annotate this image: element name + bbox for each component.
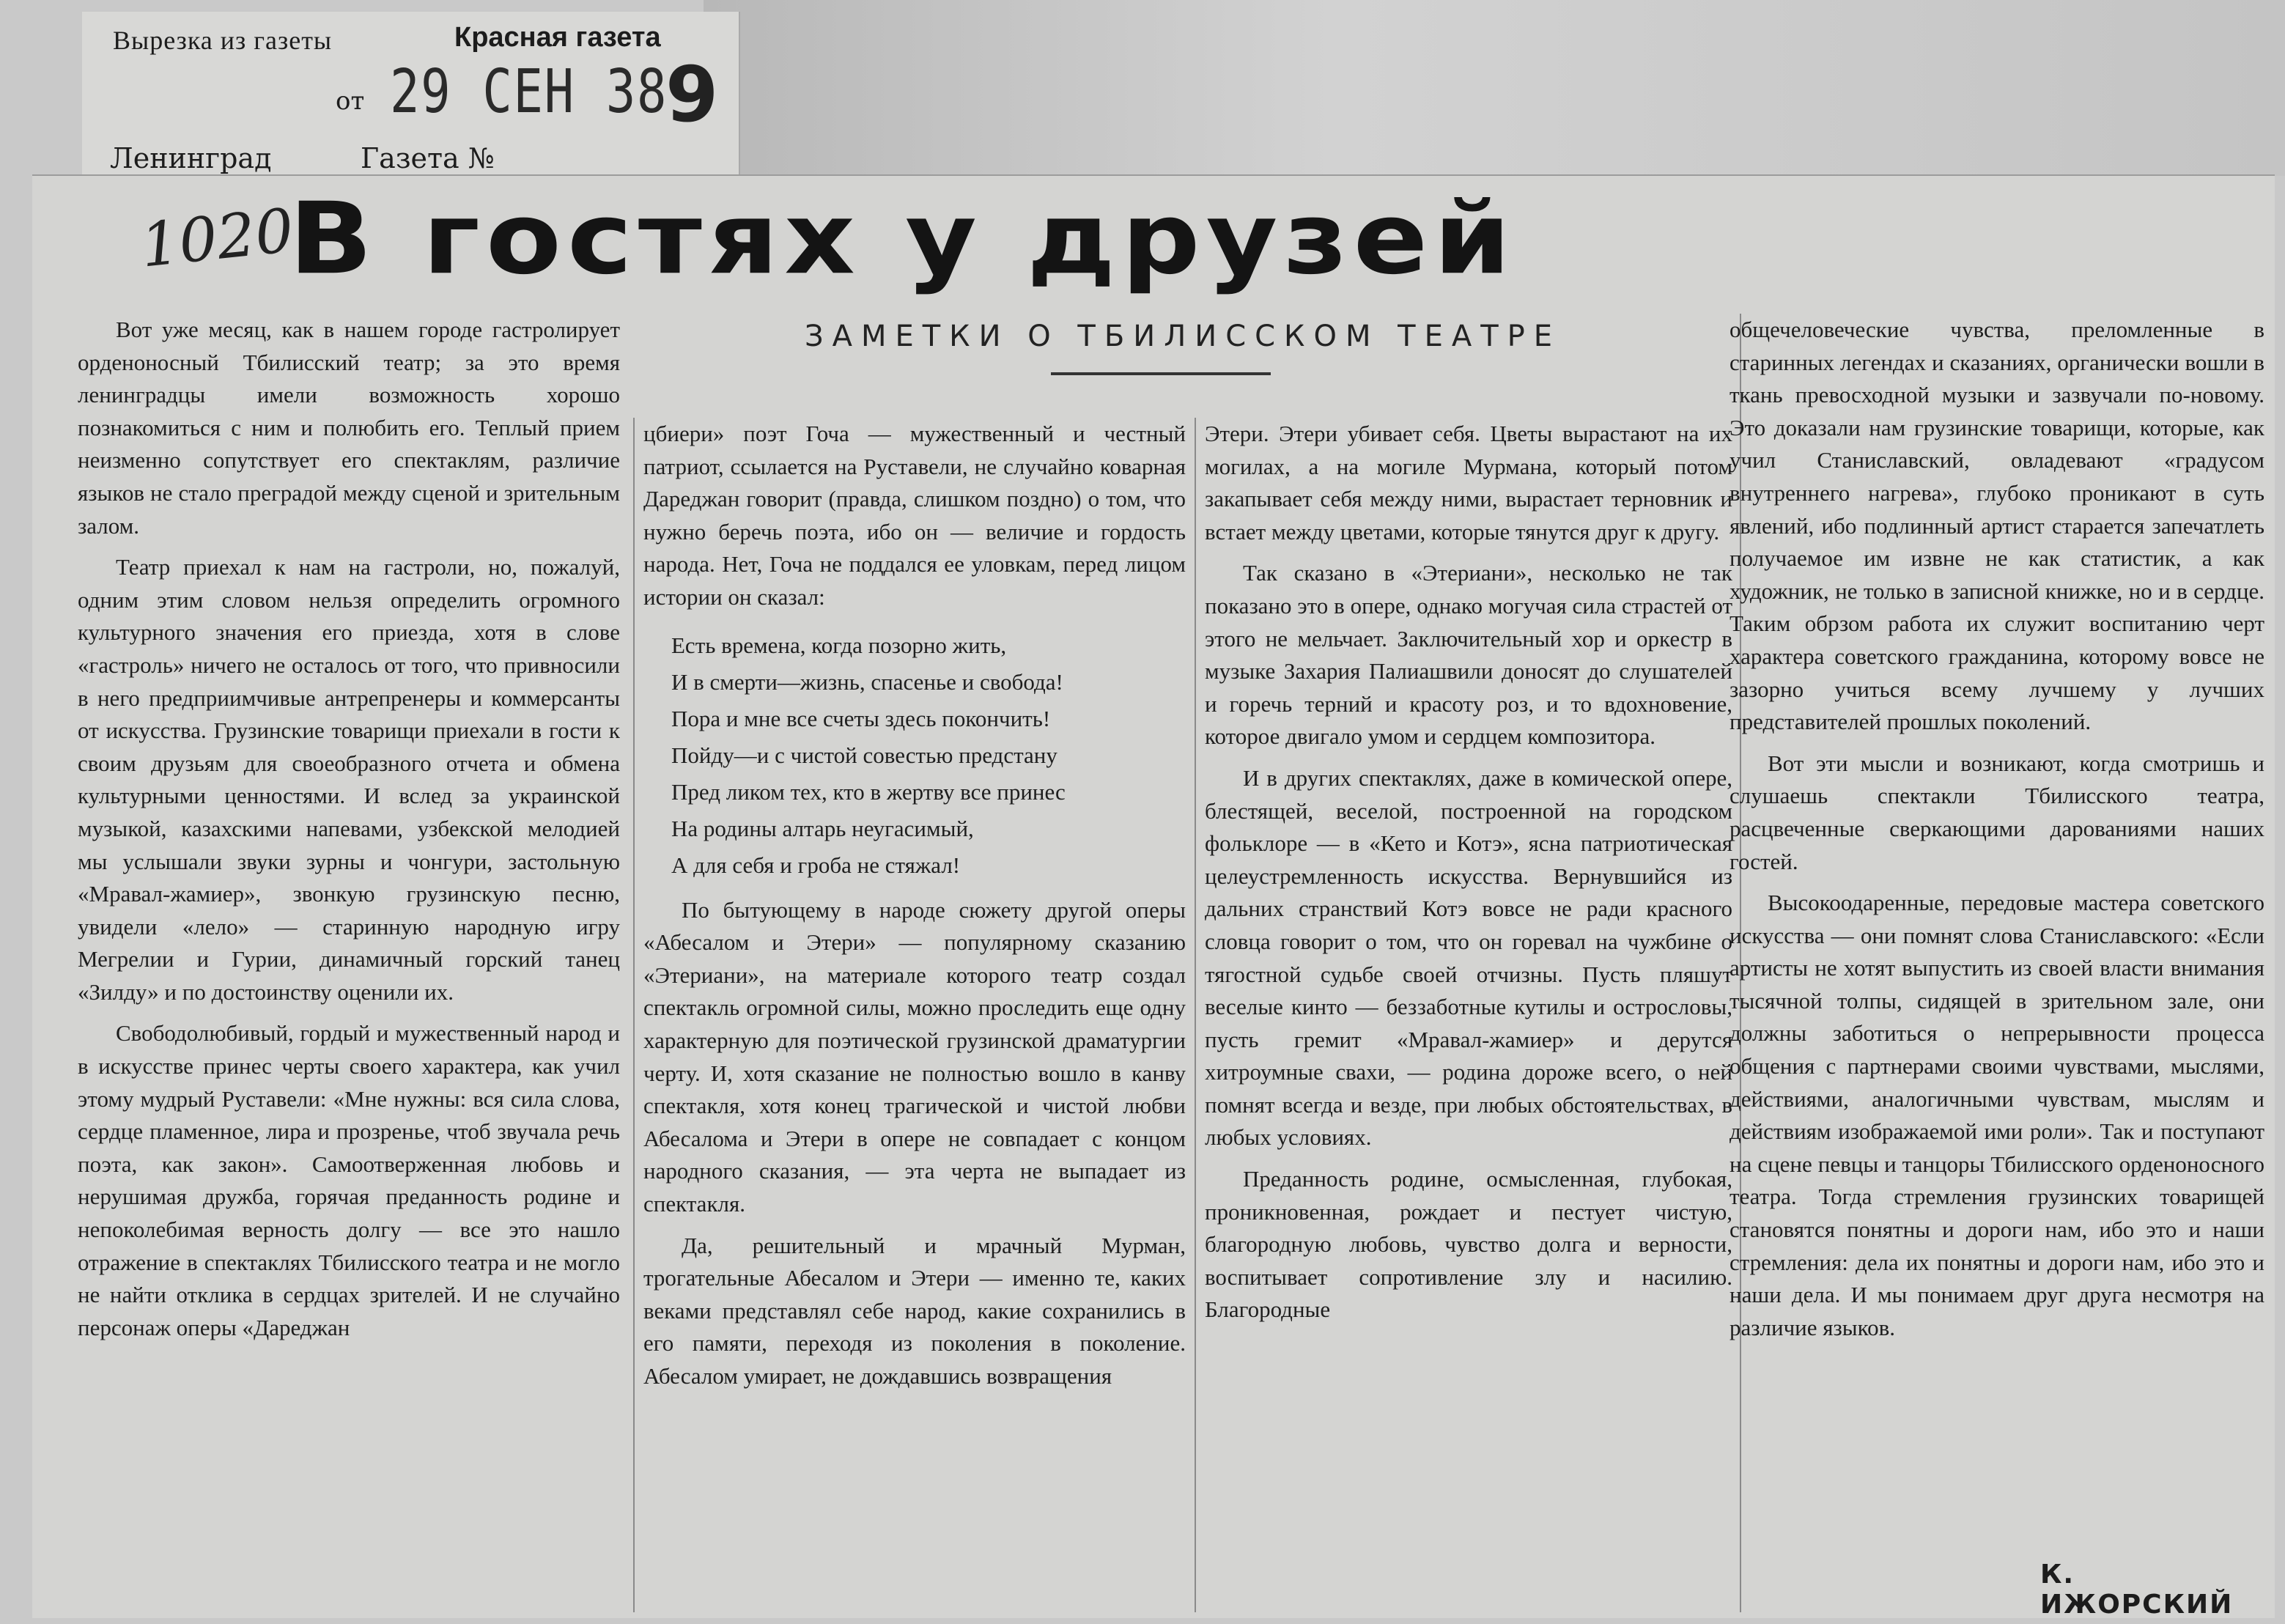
poem-line: А для себя и гроба не стяжал! [671,852,961,878]
poem-line: И в смерти—жизнь, спасенье и свобода! [671,668,1063,695]
subheadline: ЗАМЕТКИ О ТБИЛИССКОМ ТЕАТРЕ [804,320,1562,353]
poem-line: На родины алтарь неугасимый, [671,815,974,841]
paragraph: общечеловеческие чувства, преломленные в старинных легендах и сказаниях, органически вошли в ткань превосходной музыки и зазвучали по-новому. Это доказали нам грузинские товарищи, которые, как учил Станиславский, овладевают «градусом внутреннего нагрева», глубоко проникают в суть явлений, ибо подлинный артист старается запечатлеть получаемое им извне не как статистик, а как художник, не только в записной книжке, но и в сердце. Таким обрзом работа их служит воспитанию черт характера советского гражданина, которому вовсе не зазорно учиться всему лучшему у лучших представителей прошлых поколений. [1730,317,2264,735]
paragraph: Так сказано в «Этериани», несколько не так показано это в опере, однако могучая сила страстей от этого не мельчает. Заключительный хор и оркестр в музыке Захария Палиашвили доносят до слушателей и горечь терний и красоту роз, и то вдохновение, которое двигало умом и сердцем композитора. [1205,560,1732,750]
article [32,174,2275,1618]
stamp-digit: 9 [665,50,719,139]
date-prefix: от [336,86,365,116]
handwritten-number: 1020 [137,196,298,281]
newspaper-name: Красная газета [454,22,661,53]
issue-label: Газета № [361,142,495,174]
paragraph: цбиери» поэт Гоча — мужественный и честный патриот, ссылается на Руставели, не случайно коварная Дареджан говорит (правда, слишком поздно) о том, что нужно беречь поэта, ибо он — величие и гордость народа. Нет, Гоча не поддался ее уловкам, перед лицом истории он сказал: [643,421,1186,610]
city-label: Ленинград [110,142,272,174]
poem-line: Есть времена, когда позорно жить, [671,632,1007,658]
clipping-prefix: Вырезка из газеты [113,26,333,55]
paragraph: Вот эти мысли и возникают, когда смотришь и слушаешь спектакли Тбилисского театра, расцвеченные сверкающими дарованиями наших гостей. [1730,750,2264,874]
column-1 [78,314,620,1344]
column-divider [633,418,635,1612]
paragraph: И в других спектаклях, даже в комической опере, блестящей, веселой, построенной на городском фольклоре — в «Кето и Котэ», ясна патриотическая целеустремленность искусства. Вернувшийся из дальних странствий Котэ вовсе не ради красного словца говорит о том, что он горевал на чужбине о тягостной судьбе своей отчизны. Пусть пляшут веселые кинто — беззаботные кутилы и остроcловы, пусть гремит «Мравал-жамиер» и дерутся хитроумные свахи, — родина дороже всего, о ней помнят всегда и везде, при любых обстоятельствах, в любых условиях. [1205,764,1732,1151]
subheadline-rule [1051,372,1271,375]
column-3 [1205,418,1732,1326]
poem-line: Пора и мне все счеты здесь покончить! [671,705,1051,731]
column-4 [1730,314,2264,1344]
paragraph: Театр приехал к нам на гастроли, но, пожалуй, одним этим словом нельзя определить огромного культурного значения его приезда, хотя в слове «гастроль» ничего не осталось от того, что привносили в него предприимчивые антрепренеры и коммерсанты от искусства. Грузинские товарищи приехали в гости к своим друзьям для своеобразного отчета и обмена культурными ценностями. И вслед за украинской музыкой, казахскими напевами, узбекской мелодией мы услышали звуки зурны и чонгури, застольную «Мравал-жамиер», звонкую грузинскую песню, увидели «лело» — старинную народную игру Мегрелии и Гурии, динамичный горский танец «Зилду» и по достоинству оценили их. [78,554,620,1005]
column-2 [643,418,1186,1392]
column-divider [1195,418,1196,1612]
paragraph: Высокоодаренные, передовые мастера советского искусства — они помнят слова Станиславского: «Если артисты не хотят выпустить из своей власти внимания тысячной толпы, сидящей в зрительном зале, они должны заботиться о непрерывности процесса общения с партнерами своими чувствами, мыслями, действиями, аналогичными чувствам, мыслям и действиям изображаемой ими роли». Так и поступают на сцене певцы и танцоры Тбилисского орденоносного театра. Тогда стремления грузинских товарищей становятся понятны и дороги нам, ибо это и наши стремления: дела их понятны и дороги нам, ибо это и наши дела. И мы понимаем друг друга несмотря на различие языков. [1730,890,2264,1340]
paragraph: Преданность родине, осмысленная, глубокая, проникновенная, рождает и пестует чистую, благородную любовь, чувство долга и верности, воспитывает сопротивление злу и насилию. Благородные [1205,1166,1732,1323]
poem-quote [671,627,1186,884]
poem-line: Пред ликом тех, кто в жертву все принес [671,778,1066,805]
headline: В гостях у друзей [289,182,1517,297]
paragraph: Да, решительный и мрачный Мурман, трогательные Абесалом и Этери — именно те, каких веками представлял себе народ, какие сохранились в его памяти, переходя из поколения в поколение. Абесалом умирает, не дождавшись возвращения [643,1232,1186,1389]
clipping-label [82,12,740,174]
paragraph: По бытующему в народе сюжету другой оперы «Абесалом и Этери» — популярному сказанию «Этериани», на материале которого театр создал спектакль огромной силы, можно проследить еще одну характерную для поэтической грузинской драматургии черту. И, хотя сказание не полностью вошло в канву спектакля, хотя конец трагической и чистой любви Абесалома и Этери в опере не совпадает с концом народного сказания, — эта черта не выпадает из спектакля. [643,896,1186,1217]
paragraph: Вот уже месяц, как в нашем городе гастролирует орденоносный Тбилисский театр; за это время ленинградцы имели возможность хорошо познакомиться с ним и полюбить его. Теплый прием неизменно сопутствует его спектаклям, различие языков не стало преградой между сценой и зрительным залом. [78,317,620,539]
paragraph: Этери. Этери убивает себя. Цветы вырастают на их могилах, а на могиле Мурмана, который потом закапывает себя между ними, вырастает терновник и встает между цветами, которые тянутся друг к другу. [1205,421,1732,545]
poem-line: Пойду—и с чистой совестью предстану [671,742,1057,768]
paragraph: Свободолюбивый, гордый и мужественный народ и в искусстве принес черты своего характера, как учил этому мудрый Руставели: «Мне нужны: вся сила слова, сердце пламенное, лира и прозренье, чтоб звучала речь поэта, как закон». Самоотверженная любовь и нерушимая дружба, горячая преданность родине и непоколебимая верность долгу — все это нашло отражение в спектаклях Тбилисского театра и не могло не найти отклика в сердцах зрителей. И не случайно персонаж оперы «Дареджан [78,1020,620,1340]
date-stamp: 29 СЕН 38 [390,57,668,127]
author-signature: К. ИЖОРСКИЙ [2040,1560,2234,1620]
background-strip [704,0,2285,176]
